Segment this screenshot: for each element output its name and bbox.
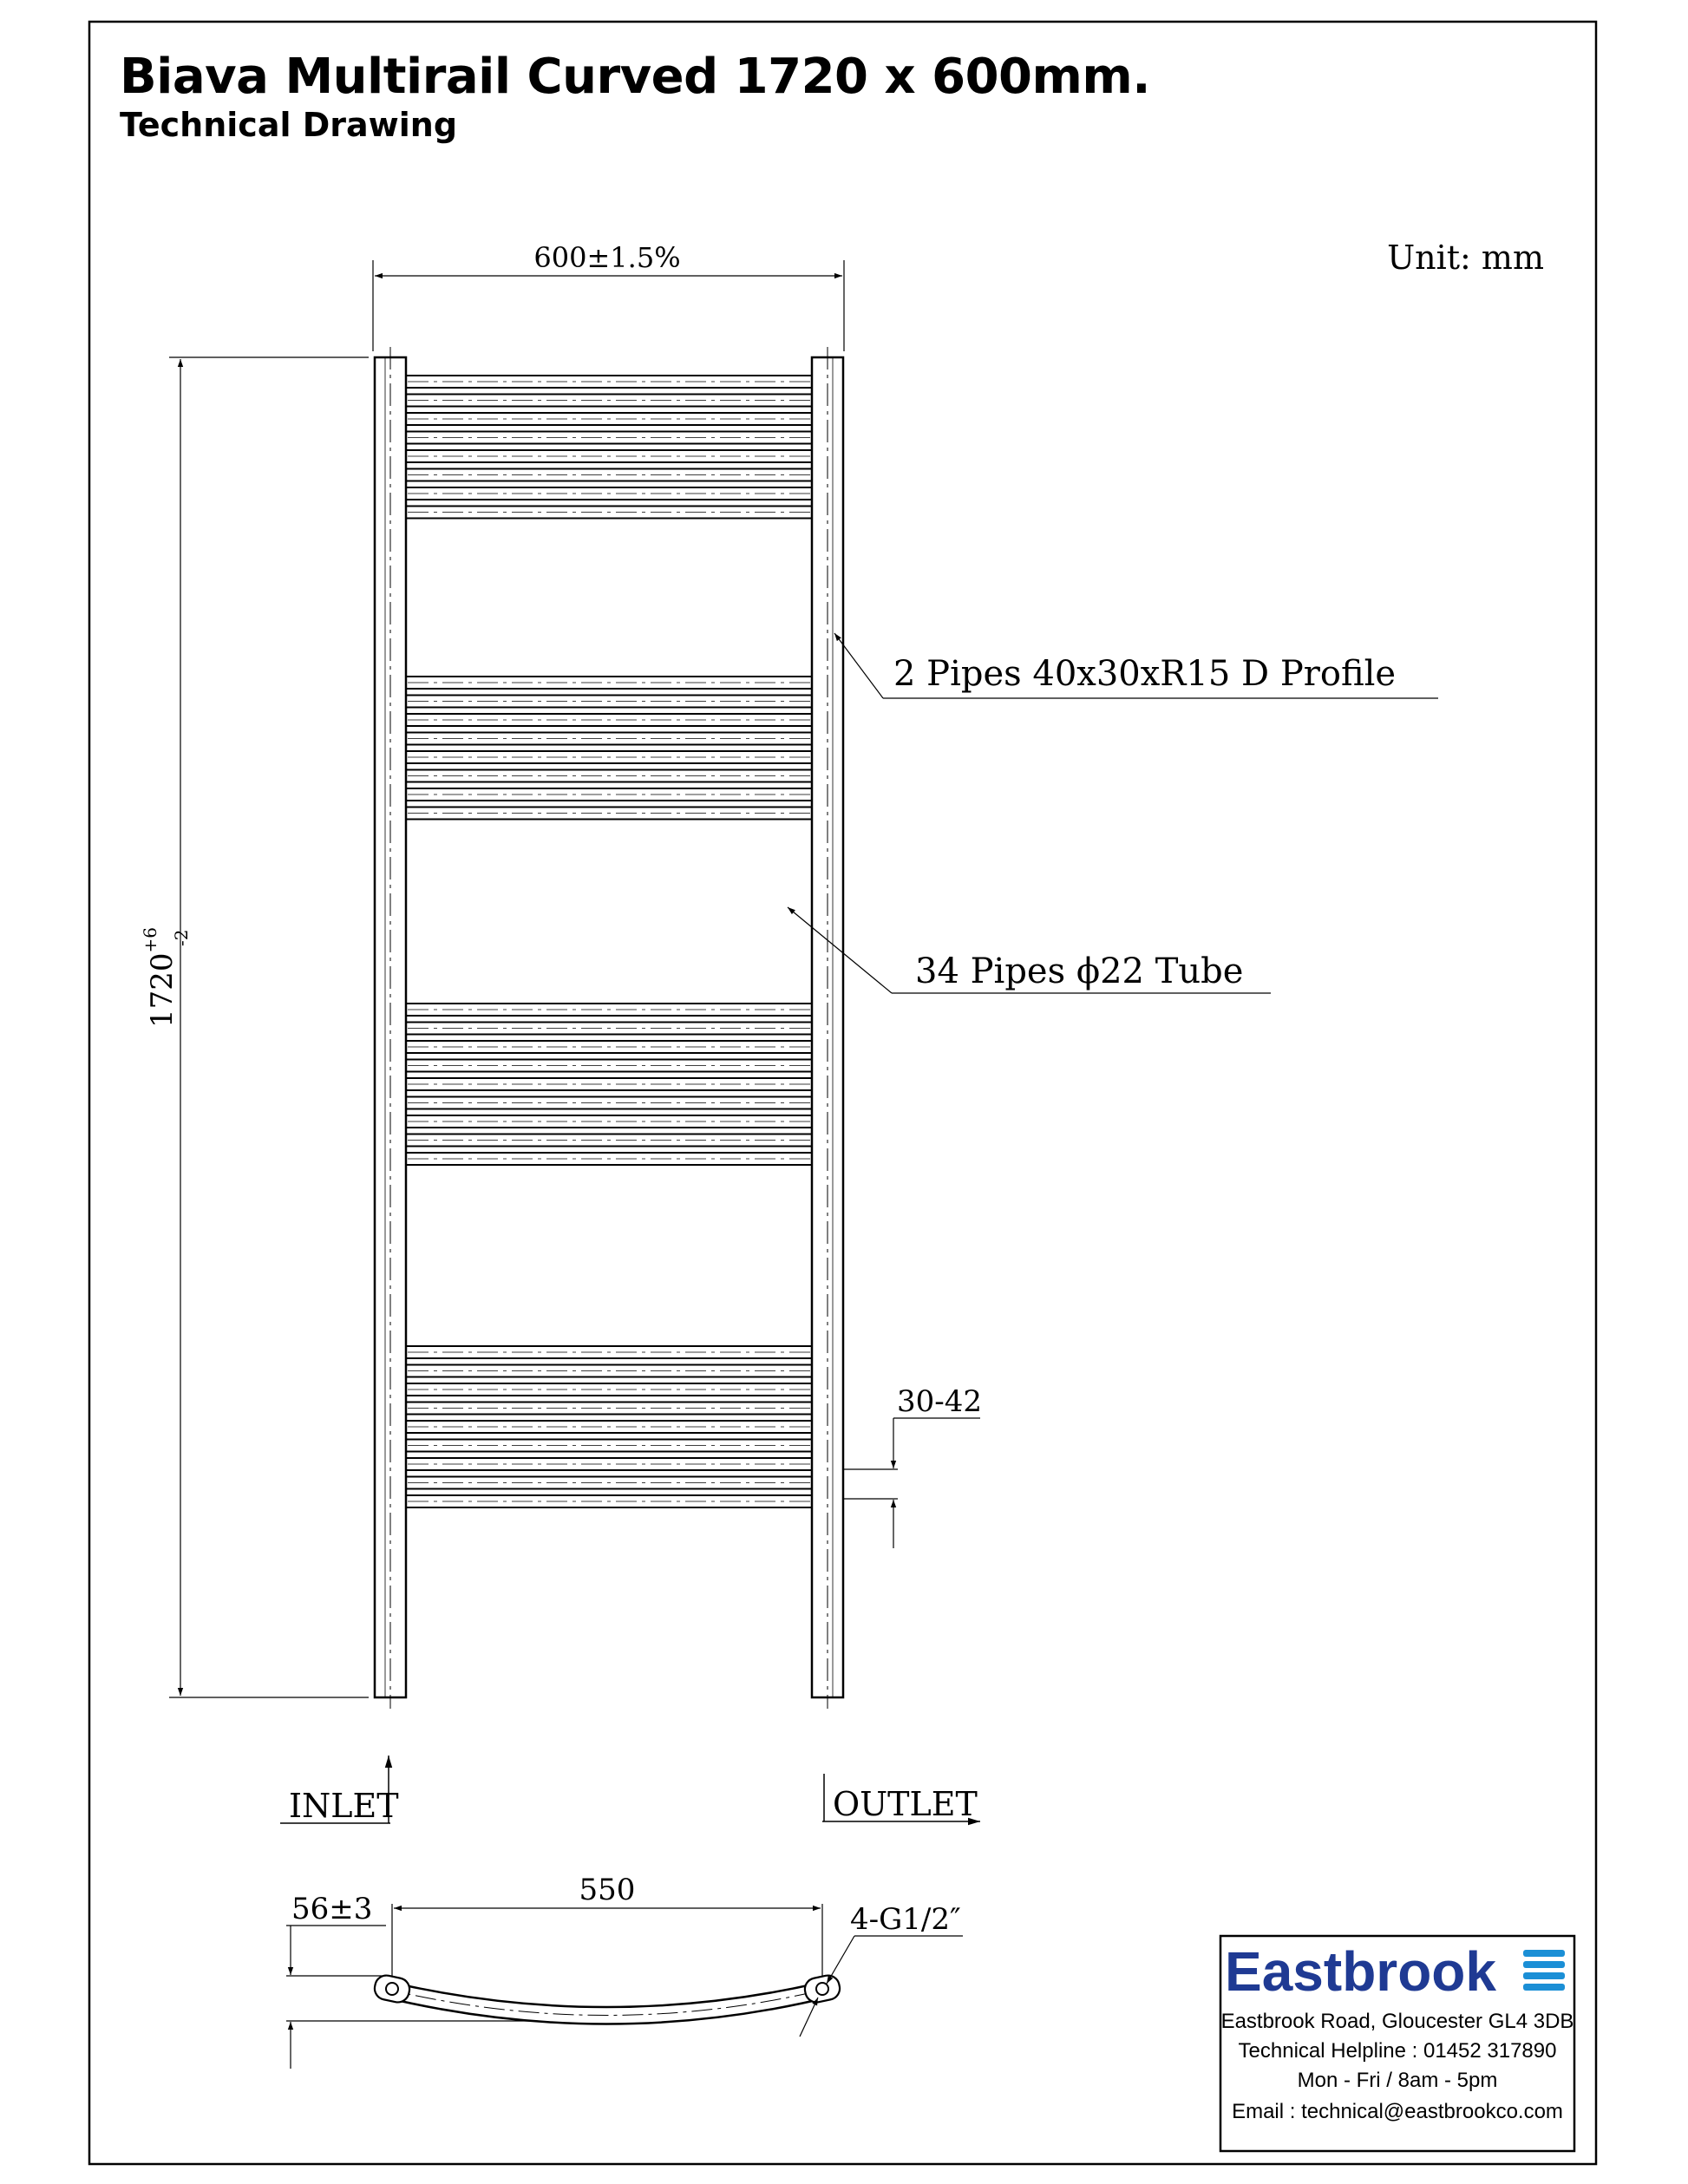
outlet-label: OUTLET (833, 1785, 978, 1823)
brand-logo-text: Eastbrook (1225, 1940, 1496, 2003)
side-pipe-callout-label: 2 Pipes 40x30xR15 D Profile (893, 654, 1397, 694)
inlet-marker (280, 1756, 399, 1825)
depth-dim-label: 56±3 (291, 1892, 373, 1926)
left-side-pipe (375, 347, 406, 1709)
width-dim-label: 600±1.5% (533, 241, 681, 274)
plan-view (286, 1873, 963, 2069)
inlet-label: INLET (289, 1787, 399, 1825)
rail-callout-label: 34 Pipes ϕ22 Tube (915, 951, 1244, 991)
right-connection (803, 1973, 842, 2004)
page-subtitle: Technical Drawing (120, 106, 458, 144)
wall-gap-dimension (843, 1384, 982, 1548)
side-pipe-callout (834, 633, 1438, 698)
width-dimension (373, 241, 844, 351)
height-dim-label: $1720^{+6}$ -2 (140, 926, 192, 1028)
height-dimension (140, 357, 369, 1697)
page-title: Biava Multirail Curved 1720 x 600mm. (120, 49, 1150, 105)
brand-helpline: Technical Helpline : 01452 317890 (1238, 2039, 1557, 2063)
outlet-marker (822, 1774, 980, 1823)
unit-label: Unit: mm (1387, 239, 1544, 277)
connection-label: 4-G1/2″ (850, 1902, 961, 1937)
right-side-pipe (812, 347, 843, 1709)
centres-dim-label: 550 (579, 1873, 636, 1907)
rail-callout (788, 907, 1271, 993)
wall-gap-label: 30-42 (897, 1384, 983, 1419)
brand-hours: Mon - Fri / 8am - 5pm (1297, 2069, 1498, 2092)
brand-box (1220, 1936, 1574, 2151)
horizontal-rails (406, 376, 812, 1507)
left-connection (373, 1973, 412, 2004)
brand-email: Email : technical@eastbrookco.com (1232, 2100, 1563, 2123)
brand-address: Eastbrook Road, Gloucester GL4 3DB (1220, 2010, 1574, 2033)
